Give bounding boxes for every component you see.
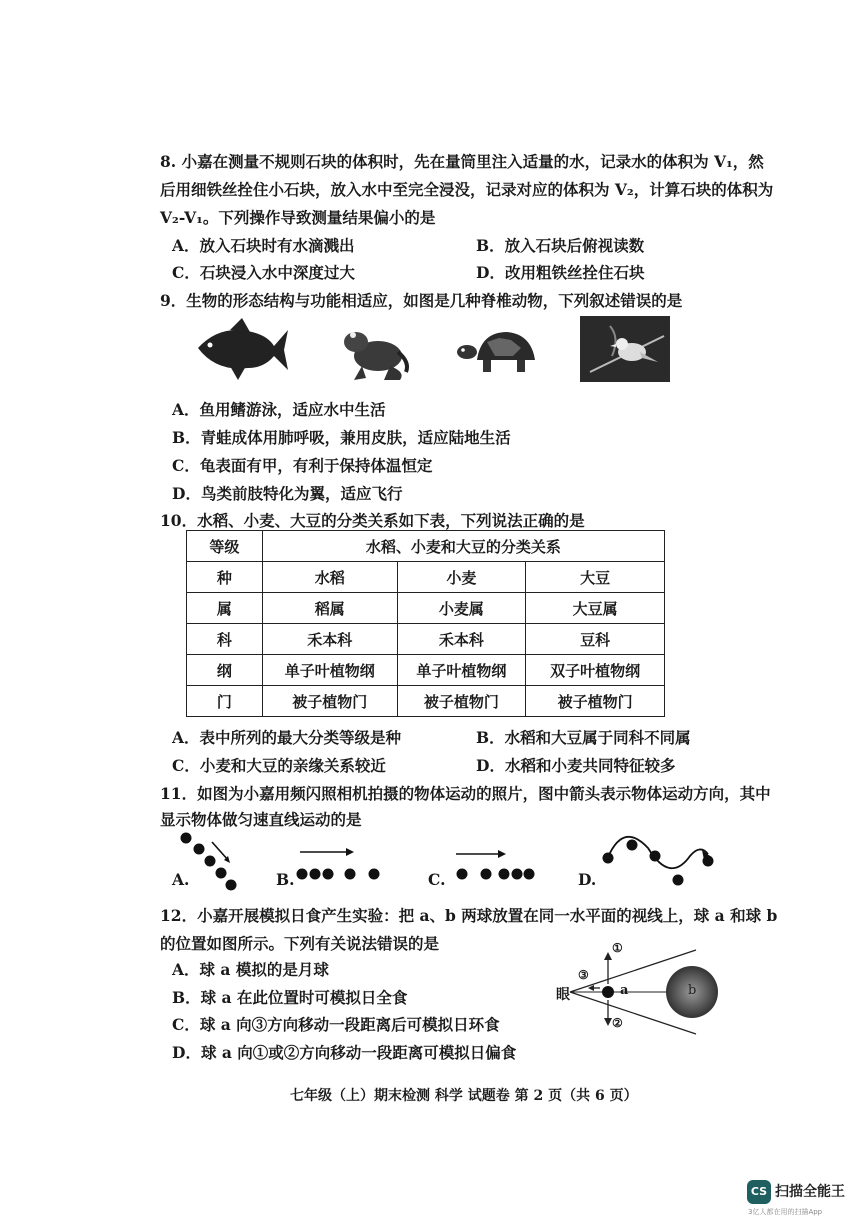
scanner-logo-icon: CS [747,1180,771,1204]
q9-option-b: B．青蛙成体用肺呼吸，兼用皮肤，适应陆地生活 [172,428,511,447]
ball-icon [216,868,227,879]
table-cell: 被子植物门 [526,686,665,717]
table-cell: 小麦属 [397,593,526,624]
table-cell-rank: 属 [187,593,263,624]
table-cell: 豆科 [526,624,665,655]
q8-option-b: B．放入石块后俯视读数 [476,236,645,255]
table-cell: 禾本科 [262,624,397,655]
table-cell: 双子叶植物纲 [526,655,665,686]
ball-icon [603,853,614,864]
ball-b-label: b [688,983,697,998]
q10-option-b: B．水稻和大豆属于同科不同属 [476,728,691,747]
table-row [187,562,665,593]
ball-icon [369,869,380,880]
q11-line2: 显示物体做匀速直线运动的是 [160,810,362,829]
q8-line3: V₂-V₁。下列操作导致测量结果偏小的是 [160,208,436,227]
table-cell-rank: 纲 [187,655,263,686]
ball-icon [323,869,334,880]
direction-1-label: ① [612,941,623,955]
ball-icon [703,856,714,867]
table-cell-rank: 门 [187,686,263,717]
q11-label-b: B. [276,870,295,889]
ball-icon [297,869,308,880]
q12-option-d: D．球 a 向①或②方向移动一段距离可模拟日偏食 [172,1043,517,1062]
frog-icon [340,322,412,384]
table-cell: 水稻 [262,562,397,593]
q11-label-a: A. [172,870,190,889]
classification-table [186,530,665,717]
ball-icon [205,856,216,867]
page-footer: 七年级（上）期末检测 科学 试题卷 第 2 页（共 6 页） [290,1088,638,1104]
q12-option-a: A．球 a 模拟的是月球 [172,960,329,979]
direction-2-label: ② [612,1016,623,1030]
q9-option-c: C．龟表面有甲，有利于保持体温恒定 [172,456,433,475]
q10-stem: 10．水稻、小麦、大豆的分类关系如下表，下列说法正确的是 [160,511,585,530]
ball-icon [524,869,535,880]
table-row [187,593,665,624]
ball-icon [181,833,192,844]
ball-icon [512,869,523,880]
q8-option-c: C．石块浸入水中深度过大 [172,263,355,282]
scanner-app-subtitle: 3亿人都在用的扫描App [748,1208,823,1216]
table-cell: 禾本科 [397,624,526,655]
ball-icon [499,869,510,880]
eclipse-diagram [552,940,732,1040]
q8-line2: 后用细铁丝拴住小石块，放入水中至完全浸没，记录对应的体积为 V₂，计算石块的体积为 [160,180,774,199]
turtle-icon [455,322,545,382]
table-row [187,686,665,717]
q8-option-a: A．放入石块时有水滴溅出 [172,236,355,255]
ball-icon [673,875,684,886]
q9-option-d: D．鸟类前肢特化为翼，适应飞行 [172,484,403,503]
table-row [187,624,665,655]
table-cell: 大豆属 [526,593,665,624]
direction-3-label: ③ [578,968,589,982]
q11-line1: 11．如图为小嘉用频闪照相机拍摄的物体运动的照片，图中箭头表示物体运动方向，其中 [160,784,771,803]
q12-line2: 的位置如图所示。下列有关说法错误的是 [160,934,440,953]
table-header-row [187,531,665,562]
q8-option-d: D．改用粗铁丝拴住石块 [476,263,645,282]
ball-icon [194,844,205,855]
bird-icon [580,316,670,382]
table-cell: 单子叶植物纲 [397,655,526,686]
ball-icon [650,851,661,862]
table-cell-rank: 种 [187,562,263,593]
table-cell: 小麦 [397,562,526,593]
ball-icon [481,869,492,880]
table-cell: 被子植物门 [397,686,526,717]
ball-icon [627,840,638,851]
q9-stem: 9．生物的形态结构与功能相适应，如图是几种脊椎动物，下列叙述错误的是 [160,291,683,310]
q11-label-d: D. [578,870,597,889]
table-cell: 稻属 [262,593,397,624]
fish-icon [190,318,290,382]
scanner-app-title: 扫描全能王 [775,1184,845,1200]
table-cell: 单子叶植物纲 [262,655,397,686]
table-header-title: 水稻、小麦和大豆的分类关系 [262,531,664,562]
q12-line1: 12．小嘉开展模拟日食产生实验：把 a、b 两球放置在同一水平面的视线上，球 a 和球 b [160,906,778,925]
table-row [187,655,665,686]
ball-icon [345,869,356,880]
arrow-icon [212,842,228,860]
table-cell-rank: 科 [187,624,263,655]
eye-label: 眼 [556,987,570,1003]
q10-option-a: A．表中所列的最大分类等级是种 [172,728,402,747]
ball-icon [226,880,237,891]
q10-option-c: C．小麦和大豆的亲缘关系较近 [172,756,386,775]
q10-option-d: D．水稻和小麦共同特征较多 [476,756,676,775]
q9-option-a: A．鱼用鳍游泳，适应水中生活 [172,400,386,419]
ball-a-label: a [620,983,629,998]
ball-icon [457,869,468,880]
q12-option-b: B．球 a 在此位置时可模拟日全食 [172,988,408,1007]
ball-icon [310,869,321,880]
table-cell: 被子植物门 [262,686,397,717]
q11-label-c: C. [428,870,446,889]
table-cell: 大豆 [526,562,665,593]
table-header-rank: 等级 [187,531,263,562]
ball-a [602,986,614,998]
q8-line1: 8. 小嘉在测量不规则石块的体积时，先在量筒里注入适量的水，记录水的体积为 V₁，然 [160,152,764,171]
q12-option-c: C．球 a 向③方向移动一段距离后可模拟日环食 [172,1015,500,1034]
